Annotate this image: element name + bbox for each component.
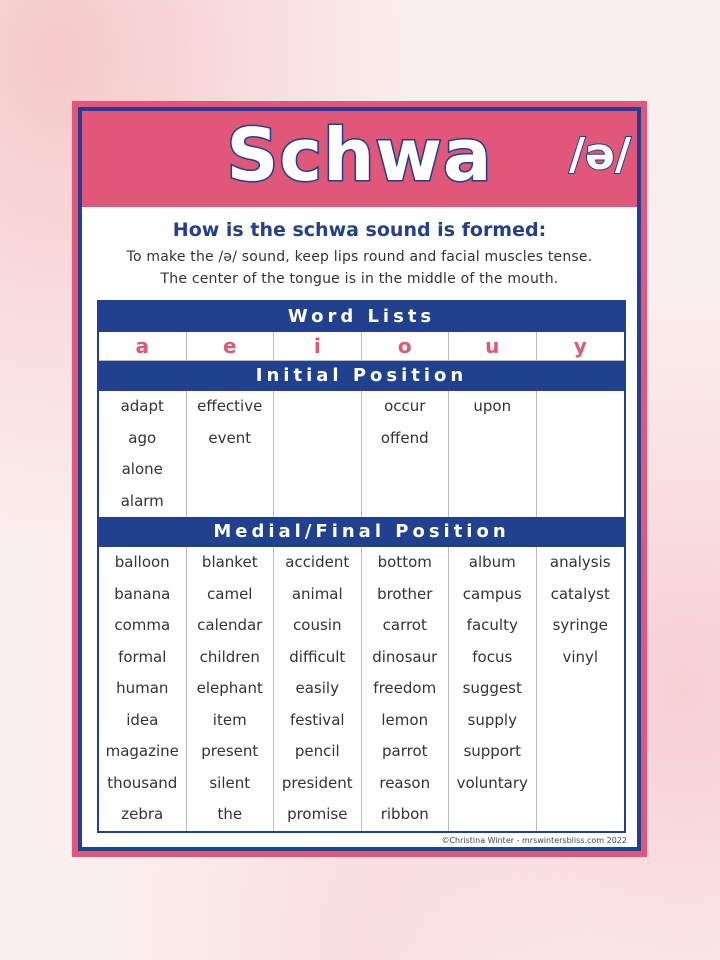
vowel-header-a: a bbox=[99, 332, 187, 360]
word-item: vinyl bbox=[562, 647, 599, 666]
word-item: present bbox=[201, 742, 259, 760]
word-item: president bbox=[281, 773, 353, 792]
word-item: catalyst bbox=[550, 584, 610, 603]
word-item: alarm bbox=[120, 491, 164, 510]
vowel-header-u: u bbox=[449, 332, 537, 360]
word-item: freedom bbox=[373, 679, 437, 697]
word-item: item bbox=[212, 710, 247, 729]
word-item: pencil bbox=[294, 742, 340, 760]
medial-column-a bbox=[99, 547, 187, 831]
word-item: focus bbox=[472, 647, 513, 666]
schwa-poster bbox=[72, 101, 647, 857]
word-item: human bbox=[116, 679, 169, 697]
word-item: animal bbox=[291, 584, 343, 603]
word-lists-header: Word Lists bbox=[99, 302, 624, 332]
word-item: the bbox=[217, 805, 243, 823]
word-item: upon bbox=[473, 397, 512, 415]
initial-position-grid bbox=[99, 391, 624, 517]
medial-final-position-grid bbox=[99, 547, 624, 831]
word-item: dinosaur bbox=[372, 647, 438, 666]
subheading: How is the schwa sound is formed: bbox=[172, 219, 547, 241]
word-item: silent bbox=[209, 773, 251, 792]
vowel-header-i: i bbox=[274, 332, 362, 360]
word-item: album bbox=[468, 553, 516, 571]
word-item: bottom bbox=[377, 553, 432, 571]
initial-column-e bbox=[187, 391, 275, 517]
copyright-credit: ©Christina Winter - mrswintersbliss.com 2022 bbox=[441, 836, 627, 845]
word-item: voluntary bbox=[456, 773, 528, 792]
word-item: easily bbox=[295, 679, 339, 697]
word-item: effective bbox=[197, 397, 263, 415]
vowel-header-e: e bbox=[187, 332, 275, 360]
word-item: cousin bbox=[293, 616, 342, 634]
initial-column-y bbox=[537, 391, 625, 517]
initial-position-header: Initial Position bbox=[99, 361, 624, 391]
word-item: ago bbox=[128, 428, 157, 447]
word-item: event bbox=[208, 428, 252, 447]
medial-column-u bbox=[449, 547, 537, 831]
vowel-header-o: o bbox=[362, 332, 450, 360]
word-item: children bbox=[199, 647, 260, 666]
word-item: balloon bbox=[114, 553, 170, 571]
word-item: suggest bbox=[462, 679, 522, 697]
poster-body bbox=[82, 111, 637, 847]
word-item: festival bbox=[289, 710, 345, 729]
word-item: syringe bbox=[552, 616, 608, 634]
word-item: campus bbox=[462, 584, 522, 603]
word-item: zebra bbox=[121, 805, 164, 823]
vowel-header-row bbox=[99, 332, 624, 361]
initial-column-i bbox=[274, 391, 362, 517]
word-item: adapt bbox=[120, 397, 164, 415]
word-item: supply bbox=[467, 710, 517, 729]
word-item: thousand bbox=[107, 773, 178, 792]
word-item: comma bbox=[114, 616, 171, 634]
word-item: offend bbox=[380, 428, 429, 447]
medial-column-e bbox=[187, 547, 275, 831]
poster-border bbox=[78, 107, 641, 851]
word-item: reason bbox=[379, 773, 431, 792]
word-item: brother bbox=[377, 584, 433, 603]
word-item: ribbon bbox=[380, 805, 429, 823]
word-item: idea bbox=[126, 710, 159, 729]
word-item: analysis bbox=[549, 553, 611, 571]
initial-column-u bbox=[449, 391, 537, 517]
word-item: occur bbox=[384, 397, 426, 415]
word-item: blanket bbox=[201, 553, 258, 571]
medial-column-i bbox=[274, 547, 362, 831]
word-item: promise bbox=[287, 805, 348, 823]
word-item: alone bbox=[121, 460, 163, 478]
word-item: banana bbox=[114, 584, 171, 603]
word-item: lemon bbox=[381, 710, 429, 729]
word-item: accident bbox=[285, 553, 350, 571]
initial-column-o bbox=[362, 391, 450, 517]
vowel-header-y: y bbox=[573, 334, 587, 358]
word-list-table bbox=[97, 300, 626, 833]
word-item: formal bbox=[118, 647, 167, 666]
word-item: carrot bbox=[382, 616, 427, 634]
word-item: parrot bbox=[381, 742, 428, 760]
title-band bbox=[82, 111, 637, 207]
word-item: faculty bbox=[466, 616, 518, 634]
word-item: camel bbox=[207, 584, 253, 603]
description-line-1: To make the /ə/ sound, keep lips round and facial muscles tense. bbox=[126, 249, 593, 265]
medial-column-y bbox=[537, 547, 625, 831]
initial-column-a bbox=[99, 391, 187, 517]
medial-final-position-header: Medial/Final Position bbox=[99, 517, 624, 547]
medial-column-o bbox=[362, 547, 450, 831]
word-item: elephant bbox=[196, 679, 263, 697]
word-item: magazine bbox=[105, 742, 179, 760]
word-item: calendar bbox=[197, 616, 263, 634]
ipa-symbol: /ə/ bbox=[569, 129, 631, 180]
word-item: support bbox=[463, 742, 522, 760]
word-item: difficult bbox=[289, 647, 346, 666]
description-line-2: The center of the tongue is in the middle of the mouth. bbox=[160, 271, 559, 287]
poster-title: Schwa bbox=[226, 113, 493, 197]
